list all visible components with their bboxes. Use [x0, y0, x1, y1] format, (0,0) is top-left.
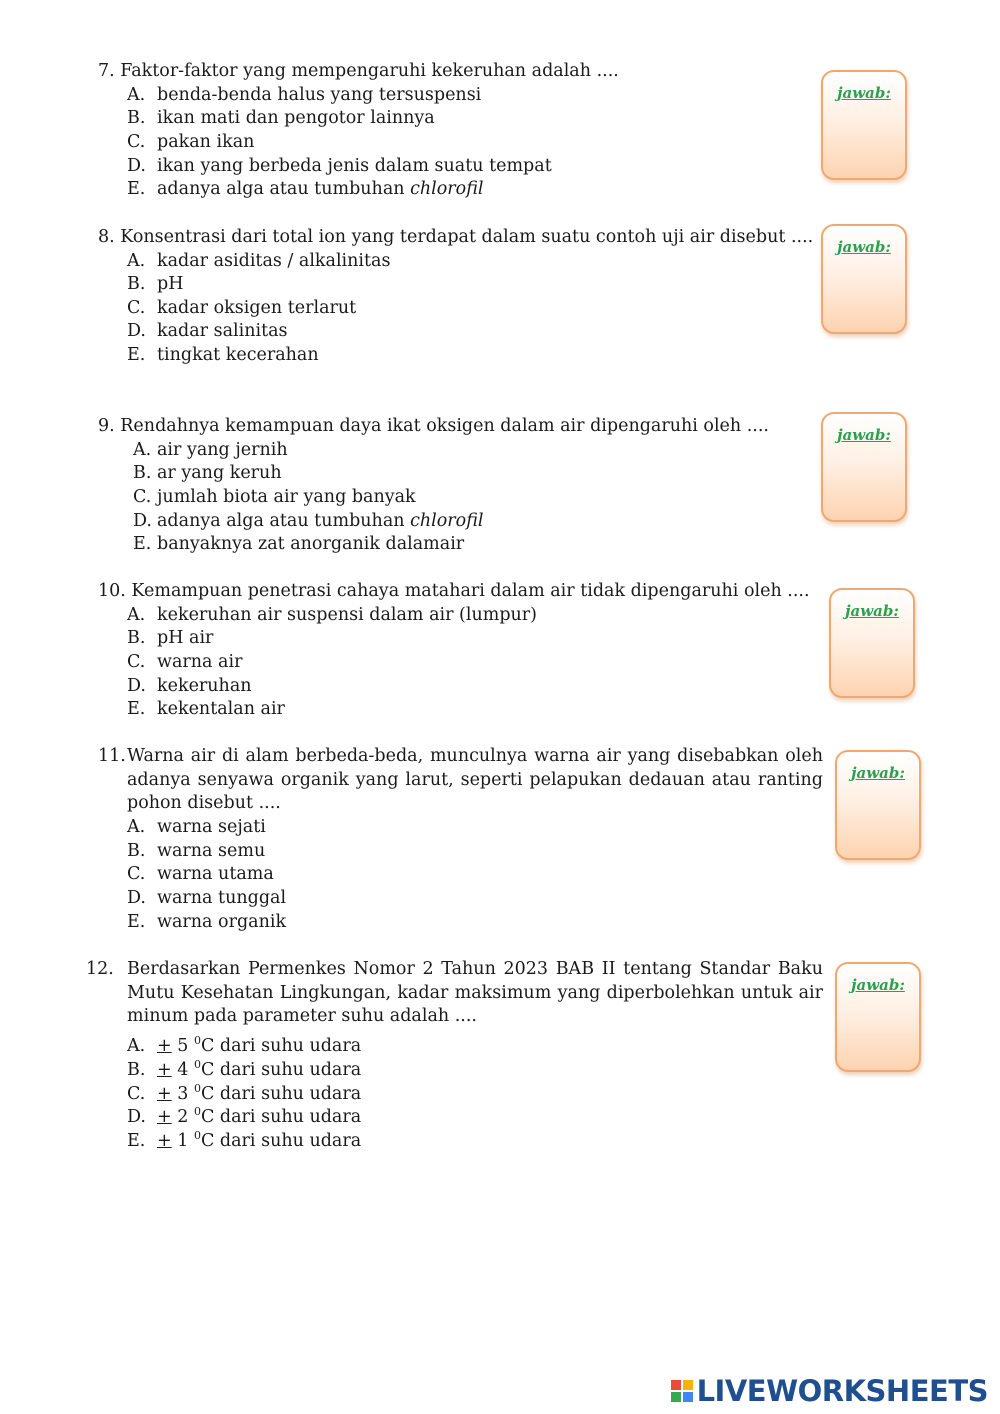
answer-box-11[interactable]: [835, 750, 921, 860]
option-e: [127, 1124, 361, 1153]
option-text: kadar salinitas: [157, 321, 288, 341]
option-a: [127, 604, 537, 628]
option-letter: C.: [127, 864, 146, 884]
option-text: ikan yang berbeda jenis dalam suatu tempat: [157, 156, 552, 176]
option-letter: C.: [127, 652, 146, 672]
option-b: [127, 273, 183, 297]
option-number: 5: [177, 1035, 189, 1056]
answer-label: jawab:: [851, 764, 905, 782]
option-text: warna tunggal: [157, 888, 287, 908]
option-d: [127, 320, 288, 344]
question-stem: Warna air di alam berbeda-beda, munculnya warna air yang disebabkan oleh adanya senyawa organik yang larut, seperti pelapukan dedauan atau ranting pohon disebut ....: [127, 746, 823, 814]
question-stem: 7. Faktor-faktor yang mempengaruhi kekeruhan adalah ....: [98, 61, 619, 81]
option-letter: D.: [127, 676, 146, 696]
option-number: 3: [177, 1083, 189, 1104]
option-e: [127, 178, 483, 202]
logo-square-icon: [683, 1380, 693, 1390]
option-letter: E.: [127, 699, 146, 719]
option-text: tingkat kecerahan: [157, 345, 319, 365]
option-text: adanya alga atau tumbuhan: [157, 179, 411, 199]
option-a: [133, 439, 288, 463]
degree-sup: 0: [193, 1034, 201, 1047]
option-c: [127, 651, 242, 675]
option-text: kekeruhan air suspensi dalam air (lumpur): [157, 605, 537, 625]
plus-minus-sign: +: [157, 1130, 172, 1151]
option-text-italic: chlorofil: [410, 179, 484, 199]
option-b: [127, 627, 213, 651]
option-e: [133, 533, 464, 557]
option-c: [133, 486, 416, 510]
option-number: 1: [177, 1130, 189, 1151]
question-stem: 10. Kemampuan penetrasi cahaya matahari dalam air tidak dipengaruhi oleh ....: [98, 581, 810, 601]
option-c: [127, 131, 254, 155]
option-letter: C.: [133, 487, 152, 507]
option-letter: D.: [133, 511, 152, 531]
plus-minus-sign: +: [157, 1035, 172, 1056]
answer-label: jawab:: [837, 426, 891, 444]
option-text: kadar asiditas / alkalinitas: [157, 251, 391, 271]
question-stem: Berdasarkan Permenkes Nomor 2 Tahun 2023 BAB II tentang Standar Baku Mutu Kesehatan Lingkungan, kadar maksimum yang diperbolehkan untuk air minum pada parameter suhu adalah ....: [127, 959, 823, 1027]
option-letter: B.: [127, 1059, 146, 1080]
option-text: adanya alga atau tumbuhan: [157, 511, 411, 531]
option-letter: B.: [127, 628, 146, 648]
option-letter: A.: [127, 251, 146, 271]
option-text: kadar oksigen terlarut: [157, 298, 357, 318]
option-a: [127, 250, 390, 274]
answer-box-10[interactable]: [829, 588, 915, 698]
answer-box-9[interactable]: [821, 412, 907, 522]
plus-minus-sign: +: [157, 1083, 172, 1104]
option-letter: B.: [127, 274, 146, 294]
answer-label: jawab:: [837, 84, 891, 102]
degree-sup: 0: [193, 1082, 201, 1095]
option-e: [127, 344, 319, 368]
option-a: [127, 84, 481, 108]
option-c: [127, 297, 356, 321]
question-number: 12.: [86, 959, 114, 979]
option-letter: D.: [127, 156, 146, 176]
option-text: warna semu: [157, 841, 266, 861]
option-letter: E.: [133, 534, 152, 554]
answer-label: jawab:: [845, 602, 899, 620]
option-text: warna organik: [157, 912, 287, 932]
option-d: [133, 510, 483, 534]
plus-minus-sign: +: [157, 1106, 172, 1127]
answer-box-12[interactable]: [835, 962, 921, 1072]
logo-mark-icon: [671, 1380, 693, 1402]
option-text: C dari suhu udara: [200, 1130, 362, 1151]
option-letter: D.: [127, 888, 146, 908]
option-text: banyaknya zat anorganik dalamair: [157, 534, 465, 554]
option-b: [127, 840, 265, 864]
option-letter: B.: [127, 841, 146, 861]
logo-square-icon: [671, 1392, 681, 1402]
option-text: C dari suhu udara: [200, 1035, 362, 1056]
option-letter: A.: [127, 85, 146, 105]
logo-text: LIVEWORKSHEETS: [696, 1374, 988, 1408]
option-text: jumlah biota air yang banyak: [157, 487, 416, 507]
option-letter: D.: [127, 321, 146, 341]
option-letter: A.: [133, 440, 152, 460]
option-text: ikan mati dan pengotor lainnya: [157, 108, 435, 128]
option-e: [127, 698, 285, 722]
option-text: C dari suhu udara: [200, 1083, 362, 1104]
answer-label: jawab:: [851, 976, 905, 994]
option-d: [127, 675, 252, 699]
option-d: [127, 887, 286, 911]
option-text: C dari suhu udara: [200, 1106, 362, 1127]
option-text: kekeruhan: [157, 676, 252, 696]
option-letter: C.: [127, 132, 146, 152]
plus-minus-sign: +: [157, 1059, 172, 1080]
option-letter: E.: [127, 1130, 146, 1151]
option-letter: C.: [127, 1083, 146, 1104]
option-text: benda-benda halus yang tersuspensi: [157, 85, 482, 105]
option-text: kekentalan air: [157, 699, 285, 719]
option-text: warna air: [157, 652, 243, 672]
question-number: 11.: [98, 746, 126, 766]
option-text-italic: chlorofil: [410, 511, 484, 531]
liveworksheets-logo: [671, 1374, 988, 1408]
question-stem: 9. Rendahnya kemampuan daya ikat oksigen dalam air dipengaruhi oleh ....: [98, 416, 769, 436]
option-number: 2: [177, 1106, 189, 1127]
answer-box-7[interactable]: [821, 70, 907, 180]
option-b: [127, 107, 435, 131]
option-text: air yang jernih: [157, 440, 288, 460]
option-letter: E.: [127, 912, 146, 932]
option-letter: A.: [127, 817, 146, 837]
option-letter: B.: [133, 463, 152, 483]
option-b: [133, 462, 282, 486]
option-text: pH air: [157, 628, 214, 648]
option-text: ar yang keruh: [157, 463, 282, 483]
degree-sup: 0: [193, 1105, 201, 1118]
option-letter: A.: [127, 1035, 146, 1056]
option-letter: A.: [127, 605, 146, 625]
option-text: pH: [157, 274, 184, 294]
option-text: warna sejati: [157, 817, 266, 837]
option-text: C dari suhu udara: [200, 1059, 362, 1080]
logo-square-icon: [683, 1392, 693, 1402]
answer-box-8[interactable]: [821, 224, 907, 334]
option-letter: D.: [127, 1106, 146, 1127]
option-text: warna utama: [157, 864, 274, 884]
option-c: [127, 863, 274, 887]
option-number: 4: [177, 1059, 189, 1080]
option-e: [127, 911, 286, 935]
option-d: [127, 155, 552, 179]
option-text: pakan ikan: [157, 132, 255, 152]
answer-label: jawab:: [837, 238, 891, 256]
option-a: [127, 816, 266, 840]
degree-sup: 0: [193, 1058, 201, 1071]
option-letter: E.: [127, 345, 146, 365]
question-stem: 8. Konsentrasi dari total ion yang terdapat dalam suatu contoh uji air disebut ....: [98, 227, 814, 247]
degree-sup: 0: [193, 1129, 201, 1142]
option-letter: B.: [127, 108, 146, 128]
option-letter: C.: [127, 298, 146, 318]
logo-square-icon: [671, 1380, 681, 1390]
option-letter: E.: [127, 179, 146, 199]
